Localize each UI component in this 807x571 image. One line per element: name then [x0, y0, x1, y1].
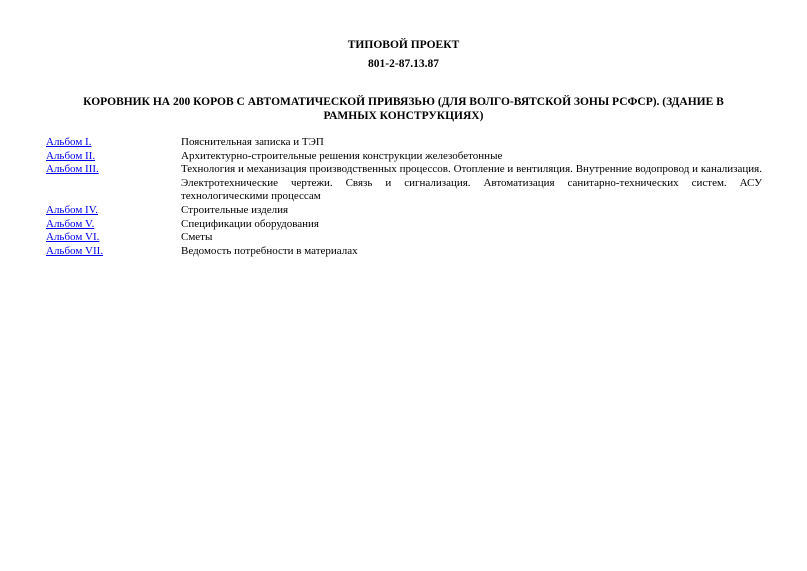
album-row — [46, 163, 762, 204]
doc-number-heading: 801-2-87.13.87 — [368, 58, 439, 70]
album-row — [46, 204, 762, 218]
album-link-6[interactable]: Альбом VI. — [46, 231, 100, 244]
album-link-2[interactable]: Альбом II. — [46, 149, 96, 162]
album-list — [46, 136, 762, 258]
album-description-3: Технология и механизация производственных процессов. Отопление и вентиляция. Внутренние водопровод и канализация. Электротехнические чертежи. Связь и сигнализация. Автоматизация санитарно-технических систем. АСУ технологическими процессам — [181, 163, 762, 203]
album-link-1[interactable]: Альбом I. — [46, 136, 92, 148]
album-link-4[interactable]: Альбом IV. — [46, 203, 98, 216]
album-row — [46, 150, 762, 164]
project-title: КОРОВНИК НА 200 КОРОВ С АВТОМАТИЧЕСКОЙ ПРИВЯЗЬЮ (ДЛЯ ВОЛГО-ВЯТСКОЙ ЗОНЫ РСФСР). (ЗДАНИЕ В РАМНЫХ КОНСТРУКЦИЯХ) — [83, 96, 724, 122]
doc-type-heading: ТИПОВОЙ ПРОЕКТ — [347, 39, 460, 51]
album-description-6: Сметы — [181, 231, 213, 244]
album-row — [46, 245, 762, 259]
album-link-3[interactable]: Альбом III. — [46, 163, 99, 176]
album-link-7[interactable]: Альбом VII. — [46, 244, 104, 257]
album-row — [46, 218, 762, 232]
album-row — [46, 136, 762, 150]
album-row — [46, 231, 762, 245]
album-description-5: Спецификации оборудования — [181, 217, 319, 230]
album-description-2: Архитектурно-строительные решения конструкции железобетонные — [181, 149, 503, 162]
album-link-5[interactable]: Альбом V. — [46, 217, 95, 230]
album-description-1: Пояснительная записка и ТЭП — [181, 136, 324, 148]
album-description-4: Строительные изделия — [181, 203, 289, 216]
album-description-7: Ведомость потребности в материалах — [181, 244, 358, 257]
